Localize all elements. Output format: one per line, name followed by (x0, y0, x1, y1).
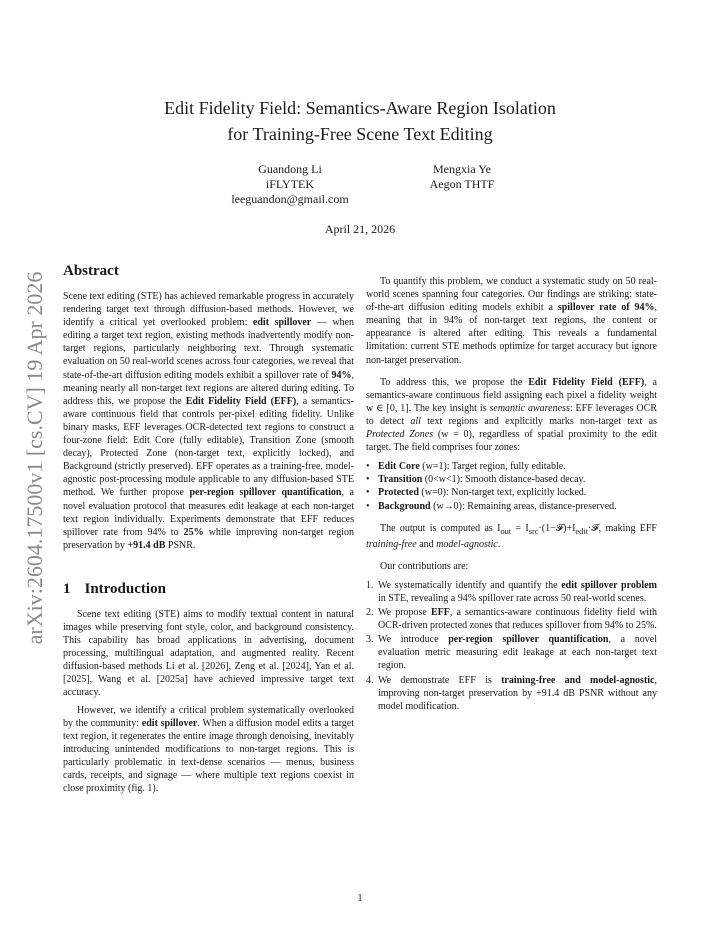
contribution-item: 2. We propose EFF, a semantics-aware continuous fidelity field with OCR-driven protected zones that reduces spillover from 94% to 25%. (366, 607, 657, 632)
page-number: 1 (357, 893, 363, 904)
author-email: leeguandon@gmail.com (231, 192, 349, 206)
intro-paragraph-1: Scene text editing (STE) aims to modify textual content in natural images while preserving font style, color, and background consistency. This capability has broad applications in advertising, document processing, multilingual adaptation, and augmented reality. Recent diffusion-based methods Li et al. [2026], Zeng et al. [2024], Yan et al. [2025], Wang et al. [2025a] have achieved impressive target text accuracy. (63, 608, 354, 699)
intro-paragraph-4: To address this, we propose the Edit Fidelity Field (EFF), a semantics-aware continuous field assigning each pixel a fidelity weight w ∈ [0, 1]. The key insight is semantic awareness: EFF leverages OCR to detect all text regions and explicitly marks non-target text as Protected Zones (w = 0), regardless of spatial proximity to the edit target. The field comprises four zones: (366, 376, 657, 454)
section-number: 1 (63, 580, 71, 597)
author-affiliation: iFLYTEK (265, 177, 315, 191)
contribution-list (366, 579, 657, 713)
zone-item: • Transition (0<w<1): Smooth distance-based decay. (366, 473, 657, 486)
title-line-1: Edit Fidelity Field: Semantics-Aware Region Isolation (164, 98, 556, 118)
section-title: Introduction (84, 580, 166, 597)
zone-list (366, 460, 657, 512)
zone-item: • Protected (w=0): Non-target text, explicitly locked. (366, 486, 657, 499)
author-block-2 (372, 162, 552, 192)
intro-paragraph-3: To quantify this problem, we conduct a systematic study on 50 real-world scenes spanning four categories. Our findings are striking: state-of-the-art diffusion editing models exhibit a spillover rate of 94%, meaning that in 94% of non-target text regions, the content or appearance is altered after editing. This reveals a fundamental limitation: current STE methods optimize for target accuracy but ignore non-target preservation. (366, 276, 657, 366)
intro-paragraph-6: Our contributions are: (380, 560, 469, 572)
paper-date: April 21, 2026 (324, 222, 396, 236)
contribution-item: 1. We systematically identify and quantify the edit spillover problem in STE, revealing a 94% spillover rate across 50 real-world scenes. (366, 579, 657, 604)
arxiv-identifier: arXiv:2604.17500v1 [cs.CV] 19 Apr 2026 (22, 271, 47, 645)
intro-paragraph-2: However, we identify a critical problem systematically overlooked by the community: edit spillover. When a diffusion model edits a target text region, it regenerates the entire image through denoising, inevitably introducing unintended modifications to non-target regions. This is particularly problematic in text-dense scenarios — menus, business cards, receipts, and signage — where multiple text regions coexist in close proximity (fig. 1). (63, 704, 355, 795)
author-name: Guandong Li (258, 162, 322, 176)
abstract-heading: Abstract (63, 263, 119, 279)
author-affiliation: Aegon THTF (429, 177, 495, 191)
title-line-2: for Training-Free Scene Text Editing (227, 124, 493, 144)
author-name: Mengxia Ye (432, 162, 491, 176)
author-block-1 (200, 162, 380, 207)
arxiv-sidebar (16, 258, 54, 658)
zone-item: • Edit Core (w=1): Target region, fully editable. (366, 460, 657, 473)
contribution-item: 4. We demonstrate EFF is training-free and model-agnostic, improving non-target preservation by +91.4 dB PSNR without any model modification. (366, 674, 657, 712)
right-column (366, 266, 657, 714)
left-column (63, 262, 354, 795)
contribution-item: 3. We introduce per-region spillover quantification, a novel evaluation metric measuring edit leakage at each non-target text region. (366, 634, 658, 672)
intro-paragraph-5: The output is computed as $I_{out}$ = $I_{src}\cdot(1-𝓕)+I_{edit}\cdot 𝓕$, making EFF training-free and model-agnostic. (366, 522, 657, 550)
abstract-body: Scene text editing (STE) has achieved remarkable progress in accurately rendering target text through diffusion-based methods. However, we identify a critical yet overlooked problem: edit spillover — when editing a target text region, existing methods inadvertently modify non-target regions, particularly neighboring text. Through systematic evaluation on 50 real-world scenes across four categories, we reveal that state-of-the-art diffusion editing models exhibit a spillover rate of 94%, meaning nearly all non-target text regions are altered during editing. To address this, we propose the Edit Fidelity Field (EFF), a semantics-aware continuous field that controls per-pixel editing fidelity. Unlike binary masks, EFF leverages OCR-detected text regions to construct a four-zone field: Edit Core (fully editable), Transition Zone (smooth decay), Protected Zone (non-target text, explicitly locked), and Background (strictly preserved). EFF operates as a training-free, model-agnostic post-processing module applicable to any diffusion-based STE method. We further propose per-region spillover quantification, a novel evaluation protocol that measures edit leakage at each non-target text region individually. Experiments demonstrate that EFF reduces spillover rate from 94% to 25% while improving non-target region preservation by +91.4 dB PSNR. (63, 291, 355, 551)
zone-item: • Background (w→0): Remaining areas, distance-preserved. (366, 500, 657, 513)
paper-title (60, 95, 660, 147)
section-heading-introduction (63, 580, 354, 598)
